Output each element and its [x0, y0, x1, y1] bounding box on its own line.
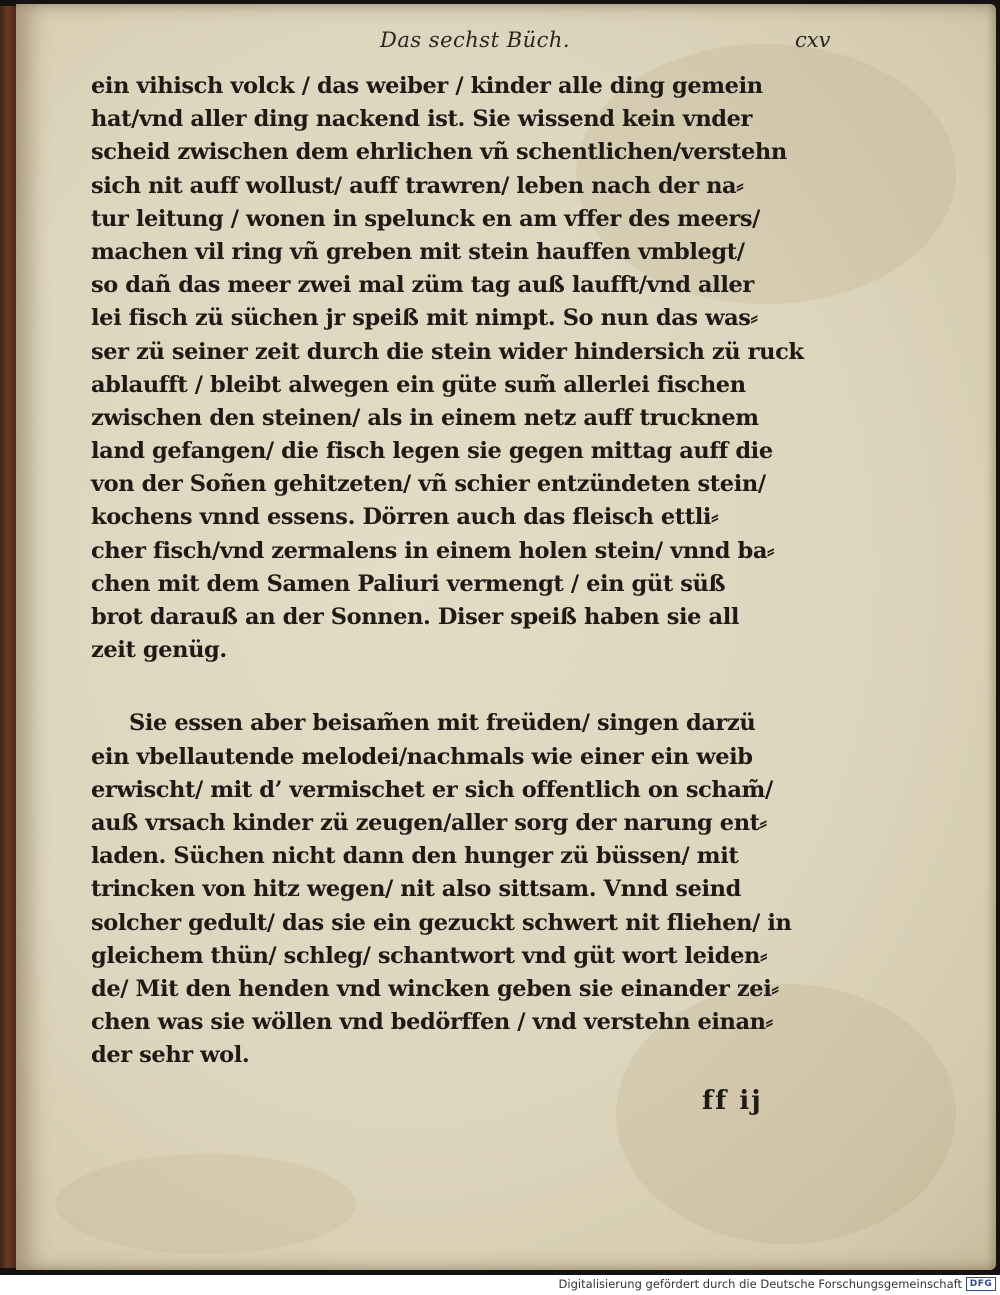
dfg-logo: DFG	[966, 1277, 996, 1291]
text-line: brot darauß an der Sonnen. Diser speiß haben sie all	[91, 604, 740, 630]
text-line: chen was sie wöllen vnd bedörffen / vnd verstehn einan⸗	[91, 1009, 773, 1036]
text-line: solcher gedult/ das sie ein gezuckt schwert nit fliehen/ in	[91, 909, 792, 936]
text-line: zeit genüg.	[91, 637, 227, 664]
text-line: kochens vnnd essens. Dörren auch das fleisch ettli⸗	[91, 504, 719, 531]
paragraph-gap	[91, 667, 831, 707]
funding-credit: Digitalisierung gefördert durch die Deutsche Forschungsgemeinschaft	[558, 1277, 962, 1291]
text-line: scheid zwischen dem ehrlichen vñ schentlichen/verstehn	[91, 139, 787, 166]
text-line: land gefangen/ die fisch legen sie gegen mittag auff die	[91, 438, 773, 465]
text-line: ablaufft / bleibt alwegen ein güte sum̃ allerlei fischen	[91, 371, 746, 398]
running-head: Das sechst Büch.	[380, 28, 571, 52]
text-line: trincken von hitz wegen/ nit also sittsam. Vnnd seind	[91, 876, 741, 903]
text-line: so dañ das meer zwei mal züm tag auß laufft/vnd aller	[91, 272, 754, 299]
text-line: de/ Mit den henden vnd wincken geben sie einander zei⸗	[91, 975, 779, 1002]
text-line: erwischt/ mit d’ vermischet er sich offentlich on scham̃/	[91, 776, 773, 803]
text-line: ein vihisch volck / das weiber / kinder alle ding gemein	[91, 73, 763, 99]
text-line: von der Soñen gehitzeten/ vñ schier entzündeten stein/	[91, 471, 766, 498]
text-line: gleichem thün/ schleg/ schantwort vnd güt wort leiden⸗	[91, 942, 768, 969]
text-line: cher fisch/vnd zermalens in einem holen stein/ vnnd ba⸗	[91, 537, 775, 564]
text-line: hat/vnd aller ding nackend ist. Sie wissend kein vnder	[91, 106, 752, 133]
folio-number: cxv	[795, 28, 831, 52]
book-edge	[0, 6, 16, 1268]
text-line: ser zü seiner zeit durch die stein wider hindersich zü ruck	[91, 338, 804, 365]
paragraph	[91, 70, 831, 667]
paper-stain	[56, 1154, 356, 1254]
footer-bar	[0, 1275, 1000, 1295]
text-line: auß vrsach kinder zü zeugen/aller sorg der narung ent⸗	[91, 809, 767, 836]
text-line: lei fisch zü süchen jr speiß mit nimpt. So nun das was⸗	[91, 305, 758, 332]
text-line: laden. Süchen nicht dann den hunger zü büssen/ mit	[91, 843, 739, 870]
text-line: ein vbellautende melodei/nachmals wie einer ein weib	[91, 743, 753, 770]
text-block	[91, 70, 831, 1072]
text-line: tur leitung / wonen in spelunck en am vffer des meers/	[91, 205, 760, 232]
text-line: der sehr wol.	[91, 1042, 250, 1069]
text-line: chen mit dem Samen Paliuri vermengt / ein güt süß	[91, 570, 726, 597]
text-line: machen vil ring vñ greben mit stein hauffen vmblegt/	[91, 238, 745, 265]
text-line: zwischen den steinen/ als in einem netz auff trucknem	[91, 404, 759, 431]
text-line: Sie essen aber beisam̃en mit freüden/ singen darzü	[129, 710, 756, 737]
text-line: sich nit auff wollust/ auff trawren/ leben nach der na⸗	[91, 172, 744, 199]
signature-mark: ff ij	[702, 1086, 763, 1116]
paragraph	[91, 707, 831, 1072]
